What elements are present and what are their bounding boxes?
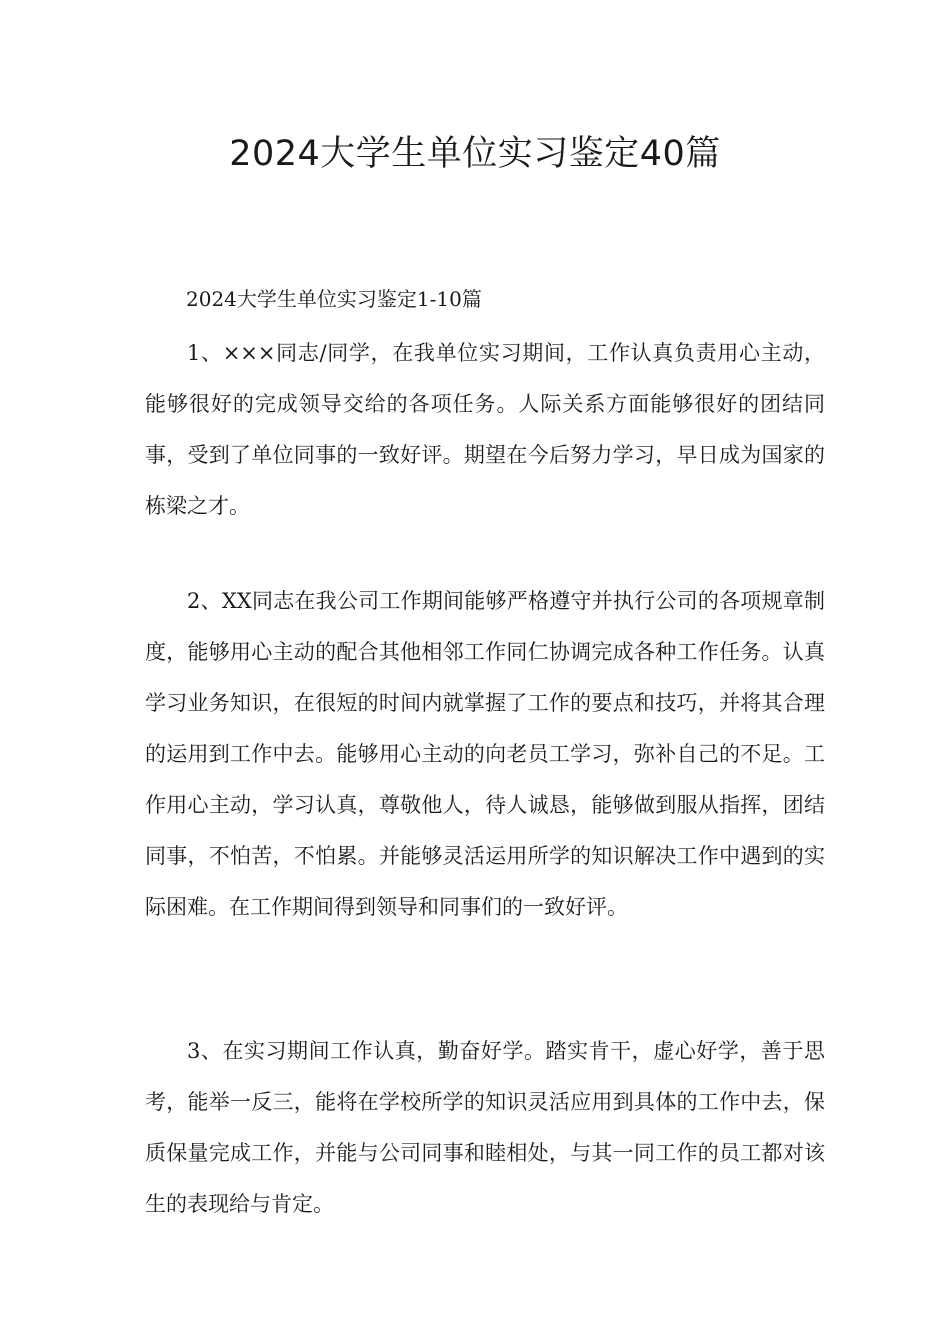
paragraph-1: 1、×××同志/同学，在我单位实习期间，工作认真负责用心主动，能够很好的完成领导交给的各项任务。人际关系方面能够很好的团结同事，受到了单位同事的一致好评。期望在今后努力学习，早日成为国家的栋梁之才。 (145, 341, 825, 518)
document-title: 2024大学生单位实习鉴定40篇 (229, 134, 721, 174)
paragraph-3: 3、在实习期间工作认真，勤奋好学。踏实肯干，虚心好学，善于思考，能举一反三，能将在学校所学的知识灵活应用到具体的工作中去，保质保量完成工作，并能与公司同事和睦相处，与其一同工作的员工都对该生的表现给与肯定。 (145, 1039, 825, 1216)
document-subtitle: 2024大学生单位实习鉴定1-10篇 (186, 287, 482, 311)
paragraph-2: 2、XX同志在我公司工作期间能够严格遵守并执行公司的各项规章制度，能够用心主动的配合其他相邻工作同仁协调完成各种工作任务。认真学习业务知识，在很短的时间内就掌握了工作的要点和技巧，并将其合理的运用到工作中去。能够用心主动的向老员工学习，弥补自己的不足。工作用心主动，学习认真，尊敬他人，待人诚恳，能够做到服从指挥，团结同事，不怕苦，不怕累。并能够灵活运用所学的知识解决工作中遇到的实际困难。在工作期间得到领导和同事们的一致好评。 (145, 589, 825, 919)
